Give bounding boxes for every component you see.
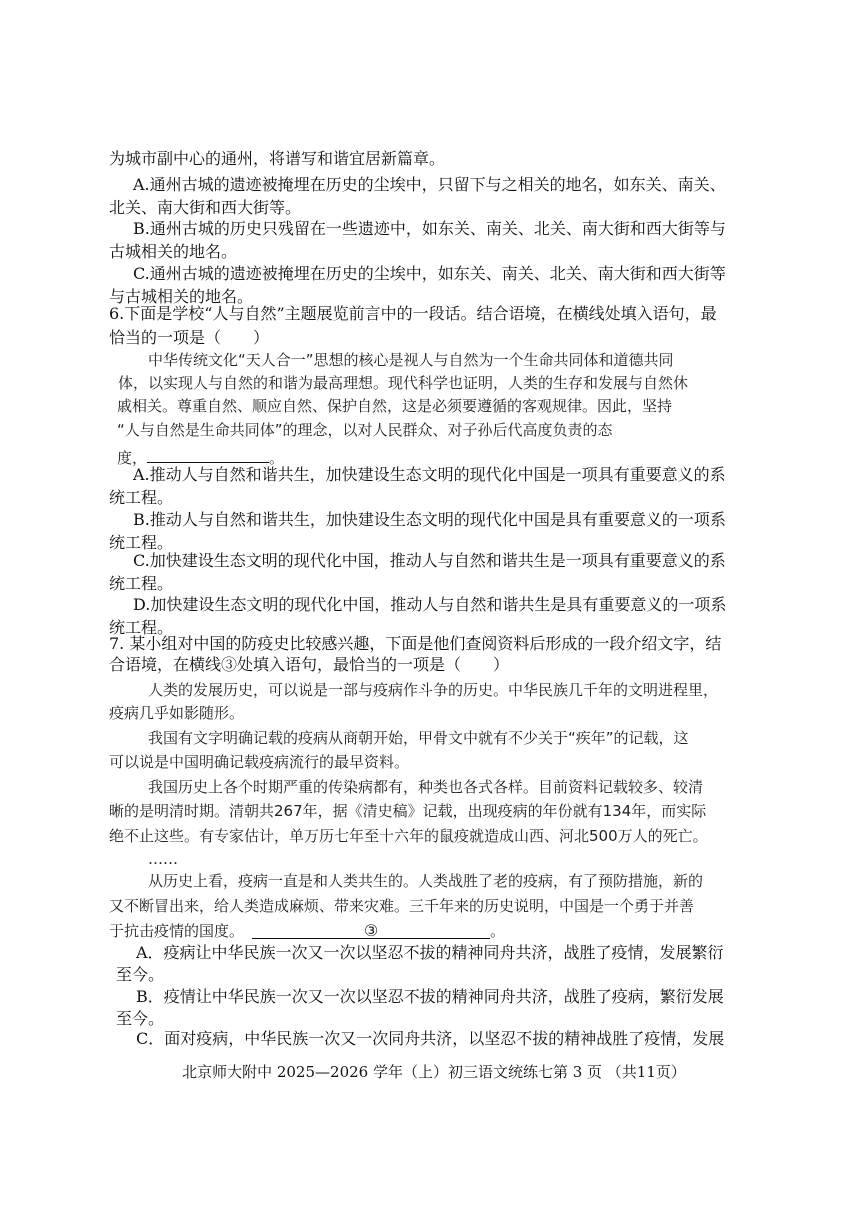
passage-7: 我国历史上各个时期严重的传染病都有，种类也各式各样。目前资料记载较多、较清 xyxy=(148,778,704,796)
option-5c: C.通州古城的遗迹被掩埋在历史的尘埃中，如东关、南关、北关、南大街和西大街等 xyxy=(133,264,726,283)
passage-7: 绝不止这些。有专家估计，单万历七年至十六年的鼠疫就造成山西、河北500万人的死亡。 xyxy=(109,827,708,845)
passage-7: 人类的发展历史，可以说是一部与疫病作斗争的历史。中华民族几千年的文明进程里， xyxy=(148,681,719,699)
passage-7: 从历史上看，疫病一直是和人类共生的。人类战胜了老的疫病，有了预防措施，新的 xyxy=(148,872,704,890)
answer-blank-3[interactable]: ③ xyxy=(252,923,490,939)
option-6d: D.加快建设生态文明的现代化中国，推动人与自然和谐共生是具有重要意义的一项系 xyxy=(133,595,727,614)
option-7a: A．疫病让中华民族一次又一次以坚忍不拔的精神同舟共济，战胜了疫情，发展繁衍 xyxy=(136,943,724,962)
option-6a: A.推动人与自然和谐共生，加快建设生态文明的现代化中国是一项具有重要意义的系 xyxy=(133,465,726,484)
option-6d-cont: 统工程。 xyxy=(109,618,174,637)
option-5b-cont: 古城相关的地名。 xyxy=(109,242,238,261)
ellipsis: …… xyxy=(148,850,178,868)
option-5a: A.通州古城的遗迹被掩埋在历史的尘埃中，只留下与之相关的地名，如东关、南关、 xyxy=(133,175,726,194)
passage-7: 又不断冒出来，给人类造成麻烦、带来灾难。三千年来的历史说明，中国是一个勇于并善 xyxy=(109,897,695,915)
passage-7: 疫病几乎如影随形。 xyxy=(109,704,245,722)
option-6a-cont: 统工程。 xyxy=(109,488,174,507)
option-7a-cont: 至今。 xyxy=(116,965,165,984)
passage-7: 可以说是中国明确记载疫病流行的最早资料。 xyxy=(109,753,410,771)
text-line: 为城市副中心的通州，将谱写和谐宜居新篇章。 xyxy=(109,149,446,168)
option-6b-cont: 统工程。 xyxy=(109,533,174,552)
option-6c-cont: 统工程。 xyxy=(109,574,174,593)
option-5b: B.通州古城的历史只残留在一些遗迹中，如东关、南关、北关、南大街和西大街等与 xyxy=(133,219,726,238)
question-7: 7. 某小组对中国的防疫史比较感兴趣，下面是他们查阅资料后形成的一段介绍文字，结 xyxy=(109,634,722,653)
option-7b-cont: 至今。 xyxy=(116,1009,165,1028)
answer-blank[interactable] xyxy=(147,447,269,463)
option-5c-cont: 与古城相关的地名。 xyxy=(109,287,254,306)
question-6-cont: 恰当的一项是（ ） xyxy=(109,328,270,347)
passage-7: 晰的是明清时期。清朝共267年，据《清史稿》记载，出现疫病的年份就有134年，而实际 xyxy=(109,802,707,820)
option-5a-cont: 北关、南大街和西大街等。 xyxy=(109,198,302,217)
passage-6: 中华传统文化“天人合一”思想的核心是视人与自然为一个生命共同体和道德共同 xyxy=(148,351,674,369)
passage-6: 体，以实现人与自然的和谐为最高理想。现代科学也证明，人类的生存和发展与自然休 xyxy=(118,374,689,392)
option-7b: B．疫情让中华民族一次又一次以坚忍不拔的精神同舟共济，战胜了疫病，繁衍发展 xyxy=(136,987,724,1006)
passage-6: “人与自然是生命共同体”的理念，以对人民群众、对子孙后代高度负责的态 xyxy=(117,421,613,439)
passage-6: 戚相关。尊重自然、顺应自然、保护自然，这是必须要遵循的客观规律。因此，坚持 xyxy=(117,397,673,415)
page-footer: 北京师大附中 2025—2026 学年（上）初三语文统练七第 3 页 （共11页） xyxy=(182,1063,686,1081)
option-7c: C．面对疫病，中华民族一次又一次同舟共济，以坚忍不拔的精神战胜了疫情，发展 xyxy=(136,1029,725,1048)
option-6b: B.推动人与自然和谐共生，加快建设生态文明的现代化中国是具有重要意义的一项系 xyxy=(133,510,726,529)
option-6c: C.加快建设生态文明的现代化中国，推动人与自然和谐共生是一项具有重要意义的系 xyxy=(133,551,726,570)
question-7-cont: 合语境，在横线③处填入语句，最恰当的一项是（ ） xyxy=(109,655,510,674)
passage-7-end: 于抗击疫情的国度。 ③ 。 xyxy=(109,921,506,940)
passage-6-end: 度， 。 xyxy=(117,449,285,467)
question-6: 6.下面是学校“人与自然”主题展览前言中的一段话。结合语境，在横线处填入语句，最 xyxy=(109,304,717,323)
passage-7: 我国有文字明确记载的疫病从商朝开始，甲骨文中就有不少关于“疾年”的记载，这 xyxy=(148,729,689,747)
